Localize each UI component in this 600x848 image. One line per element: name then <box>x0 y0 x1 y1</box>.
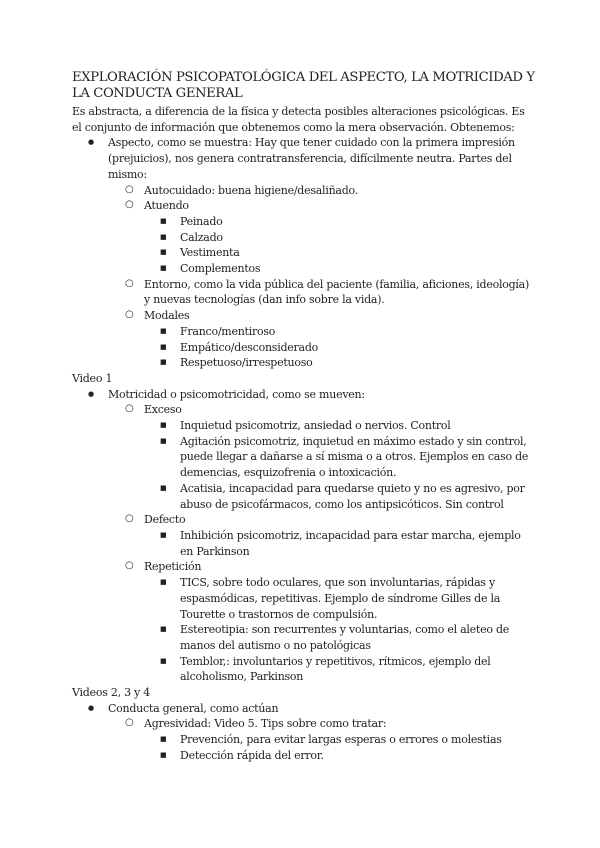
list-item: ■ Complementos <box>144 261 532 277</box>
exceso-sublist <box>144 418 532 512</box>
list-item-defecto <box>108 512 532 559</box>
list-item: ■ Franco/mentiroso <box>144 324 532 340</box>
list-item-exceso <box>108 402 532 512</box>
list-item: ■ Detección rápida del error. <box>144 748 532 764</box>
agresividad-sublist <box>144 732 532 763</box>
atuendo-sublist <box>144 214 532 277</box>
list-item: ■ Acatisia, incapacidad para quedarse quieto y no es agresivo, por abuso de psicofármacos, como los antipsicóticos. Sin control <box>144 481 532 512</box>
motricidad-text: Motricidad o psicomotricidad, como se mueven: <box>108 387 365 401</box>
defecto-label: Defecto <box>144 513 186 527</box>
list-item: ■ Estereotipia: son recurrentes y voluntarias, como el aleteo de manos del autismo o no patológicas <box>144 622 532 653</box>
list-item-agresividad <box>108 716 532 763</box>
list-item: ■ Empático/desconsiderado <box>144 340 532 356</box>
list-item-repeticion <box>108 559 532 685</box>
document-body <box>72 104 532 764</box>
list-item: ■ Prevención, para evitar largas esperas o errores o molestias <box>144 732 532 748</box>
list-item-modales <box>108 308 532 371</box>
list-item-aspecto <box>72 135 532 371</box>
list-item-entorno: ○ Entorno, como la vida pública del paciente (familia, aficiones, ideología) y nuevas tecnologías (dan info sobre la vida). <box>108 277 532 308</box>
conducta-list <box>72 701 532 764</box>
exceso-label: Exceso <box>144 403 182 417</box>
video-1-label: Video 1 <box>72 371 113 385</box>
aspecto-text: Aspecto, como se muestra: Hay que tener cuidado con la primera impresión (prejuicios), nos genera contratransferencia, difícilmente neutra. Partes del mismo: <box>108 136 515 181</box>
motricidad-list <box>72 387 532 685</box>
list-item: ■ Respetuoso/irrespetuoso <box>144 355 532 371</box>
list-item: ■ Vestimenta <box>144 245 532 261</box>
list-item: ■ Inhibición psicomotriz, incapacidad para estar marcha, ejemplo en Parkinson <box>144 528 532 559</box>
videos-2-3-4-label: Videos 2, 3 y 4 <box>72 686 151 700</box>
list-item-autocuidado: ○ Autocuidado: buena higiene/desaliñado. <box>108 183 532 199</box>
modales-sublist <box>144 324 532 371</box>
aspecto-list <box>72 135 532 371</box>
repeticion-sublist <box>144 575 532 685</box>
aspecto-sublist <box>108 183 532 371</box>
atuendo-label: Atuendo <box>144 199 189 213</box>
list-item: ■ Inquietud psicomotriz, ansiedad o nervios. Control <box>144 418 532 434</box>
list-item: ■ Agitación psicomotriz, inquietud en máximo estado y sin control, puede llegar a dañarse a sí misma o a otros. Ejemplos en caso de demencias, esquizofrenia o intoxicación. <box>144 434 532 481</box>
defecto-sublist <box>144 528 532 559</box>
list-item-atuendo <box>108 198 532 277</box>
list-item-conducta <box>72 701 532 764</box>
list-item: ■ Temblor,: involuntarios y repetitivos, rítmicos, ejemplo del alcoholismo, Parkinson <box>144 654 532 685</box>
conducta-sublist <box>108 716 532 763</box>
list-item-motricidad <box>72 387 532 685</box>
list-item: ■ Calzado <box>144 230 532 246</box>
modales-label: Modales <box>144 309 190 323</box>
intro-paragraph: Es abstracta, a diferencia de la física y detecta posibles alteraciones psicológicas. Es el conjunto de información que obtenemos como la mera observación. Obtenemos: <box>72 105 525 134</box>
conducta-text: Conducta general, como actúan <box>108 701 279 715</box>
repeticion-label: Repetición <box>144 560 202 574</box>
list-item: ■ Peinado <box>144 214 532 230</box>
agresividad-label: Agresividad: Video 5. Tips sobre como tratar: <box>144 717 387 731</box>
document-title: EXPLORACIÓN PSICOPATOLÓGICA DEL ASPECTO, LA MOTRICIDAD Y LA CONDUCTA GENERAL <box>72 70 535 101</box>
list-item: ■ TICS, sobre todo oculares, que son involuntarias, rápidas y espasmódicas, repetitivas. Ejemplo de síndrome Gilles de la Tourette o trastornos de compulsión. <box>144 575 532 622</box>
motricidad-sublist <box>108 402 532 685</box>
